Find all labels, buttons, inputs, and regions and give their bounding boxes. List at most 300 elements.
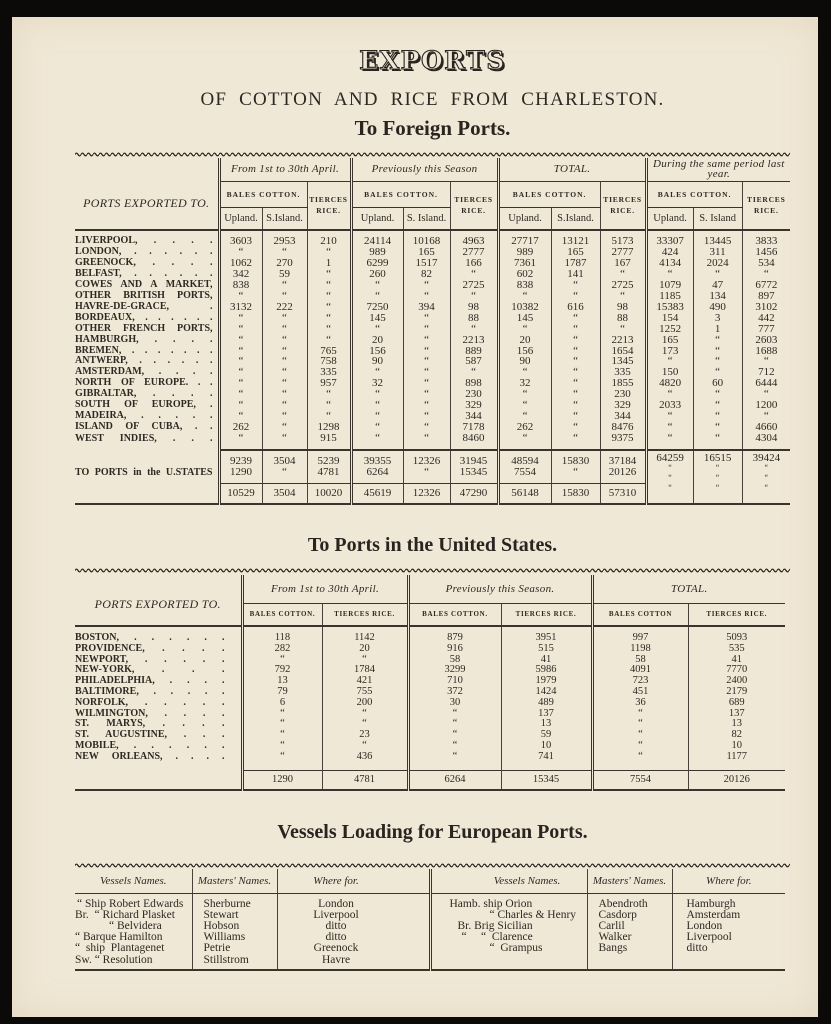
previous-upland-value: 7250	[351, 302, 403, 313]
last-year-upland-value: “	[646, 411, 693, 422]
total-sea-island-value: “	[551, 433, 600, 450]
wavy-rule	[75, 862, 790, 869]
april-bales-cotton-value: 118	[242, 626, 322, 644]
last-year-upland-value: “	[646, 422, 693, 433]
total-tierces-rice-value: 137	[688, 709, 785, 720]
wavy-rule	[75, 567, 790, 574]
last-year-sea-island-value: “	[693, 389, 742, 400]
port-name: GREENOCK, . . . .	[75, 256, 213, 268]
previous-rice-value: 4963	[450, 230, 498, 247]
total-group-header: TOTAL.	[592, 575, 785, 603]
previous-tierces-rice-value: 137	[501, 709, 592, 720]
vessel-row	[75, 932, 785, 943]
total-upland-value: 32	[498, 378, 551, 389]
port-name: LIVERPOOL, . . . .	[75, 235, 213, 246]
port-name: NEW-YORK, . . .	[75, 664, 225, 676]
port-name: HAVRE-DE-GRACE, .	[75, 300, 213, 312]
total-sea-island-value: “	[551, 356, 600, 367]
foreign-port-row	[75, 335, 790, 346]
previous-sea-island-value: “	[403, 291, 450, 302]
last-year-sea-island-value: 311	[693, 247, 742, 258]
foreign-ports-totals	[75, 450, 790, 504]
previous-bales-cotton-value: “	[408, 730, 501, 741]
vessel-names-header: Vessels Names.	[430, 869, 587, 893]
last-year-upland-value: 15383	[646, 302, 693, 313]
total-rice-value: 1855	[600, 378, 646, 389]
subtotal-april-rice-value: 5239	[307, 450, 351, 467]
total-rice-value: 2213	[600, 335, 646, 346]
right-vessel-name: “ Grampus	[430, 943, 587, 954]
last-year-rice-value: 3102	[742, 302, 790, 313]
where-for-header: Where for.	[672, 869, 785, 893]
total-sea-island-value: 13121	[551, 230, 600, 247]
total-sea-island-header: S.Island.	[551, 207, 600, 230]
port-name: BELFAST, . . . . . .	[75, 267, 213, 279]
total-rice-value: 335	[600, 367, 646, 378]
april-bales-cotton-value: “	[242, 752, 322, 770]
total-rice-value: 2725	[600, 280, 646, 291]
april-rice-value: 1298	[307, 422, 351, 433]
previous-season-group-header: Previously this Season.	[408, 575, 592, 603]
last-year-rice-value: 1456	[742, 247, 790, 258]
vessel-rows	[75, 893, 785, 970]
previous-sea-island-value: “	[403, 422, 450, 433]
april-tierces-rice-value: “	[322, 719, 408, 730]
april-rice-value: “	[307, 335, 351, 346]
port-name: WILMINGTON, . . . .	[75, 707, 225, 719]
april-upland-value: “	[219, 335, 262, 346]
total-bales-cotton-value: “	[592, 709, 688, 720]
previous-upland-value: “	[351, 422, 403, 433]
previous-sea-island-value: “	[403, 356, 450, 367]
previous-sea-island-value: 1517	[403, 258, 450, 269]
foreign-ports-heading: To Foreign Ports.	[354, 116, 511, 140]
last-year-sea-island-header: S. Island	[693, 207, 742, 230]
vessels-loading-table	[75, 869, 785, 971]
left-destination: Havre	[277, 955, 430, 970]
total-upland-value: “	[498, 400, 551, 411]
port-name: ISLAND OF CUBA, . .	[75, 421, 213, 433]
total-sea-island-value: 616	[551, 302, 600, 313]
ports-exported-to-header: PORTS EXPORTED TO.	[75, 158, 219, 230]
port-name: WEST INDIES, . . .	[75, 432, 213, 444]
port-name: AMSTERDAM, . . . .	[75, 366, 213, 378]
april-sea-island-value: 59	[262, 269, 307, 280]
april-bales-cotton-header: BALES COTTON.	[219, 181, 307, 207]
last-year-group-header: During the same period last year.	[646, 158, 790, 181]
previous-sea-island-value: “	[403, 400, 450, 411]
left-vessel-name: “ Ship Robert Edwards	[77, 897, 184, 910]
previous-sea-island-value: “	[403, 411, 450, 422]
april-tierces-rice-value: “	[322, 655, 408, 666]
to-us-total-sea-island-value: “	[551, 467, 600, 484]
april-sea-island-value: “	[262, 433, 307, 450]
total-upland-value: “	[498, 291, 551, 302]
last-year-rice-value: 1200	[742, 400, 790, 411]
vessel-row	[75, 955, 785, 970]
page-subtitle: OF COTTON AND RICE FROM CHARLESTON.	[200, 89, 665, 110]
left-master-name: Sherburne	[192, 893, 277, 910]
port-name: ST. AUGUSTINE, . . .	[75, 729, 225, 741]
subtotal-total-upland-value: 48594	[498, 450, 551, 467]
total-upland-value: “	[498, 324, 551, 335]
right-vessel-name: Br. Brig Sicilian	[430, 921, 587, 932]
right-master-name: Abendroth	[587, 893, 672, 910]
april-upland-value: “	[219, 389, 262, 400]
last-year-total-sea-island-value: “	[715, 473, 720, 483]
previous-tierces-rice-value: 10	[501, 741, 592, 752]
april-tierces-rice-header: TIERCES RICE.	[322, 603, 408, 626]
april-rice-value: 915	[307, 433, 351, 450]
april-sea-island-value: “	[262, 367, 307, 378]
previous-tierces-rice-header: TIERCES RICE.	[450, 181, 498, 230]
previous-bales-cotton-value: 916	[408, 644, 501, 655]
previous-upland-value: 32	[351, 378, 403, 389]
left-destination: ditto	[277, 921, 430, 932]
total-rice-value: 5173	[600, 230, 646, 247]
april-upland-value: “	[219, 367, 262, 378]
previous-tierces-rice-value: 41	[501, 655, 592, 666]
subtotal-april-upland-value: 9239	[219, 450, 262, 467]
page-title: EXPORTS	[359, 46, 506, 75]
last-year-sea-island-value: 490	[693, 302, 742, 313]
april-bales-cotton-value: “	[242, 709, 322, 720]
foreign-port-row	[75, 313, 790, 324]
april-upland-header: Upland.	[219, 207, 262, 230]
last-year-total-upland-value: “	[668, 483, 672, 493]
total-bales-cotton-header: BALES COTTON.	[498, 181, 600, 207]
total-bales-cotton-value: 4091	[592, 665, 688, 676]
previous-upland-value: “	[351, 291, 403, 302]
previous-tierces-rice-value: 1979	[501, 676, 592, 687]
to-us-previous-sea-island-value: “	[403, 467, 450, 484]
right-destination: Hamburgh	[672, 893, 785, 910]
total-bales-cotton-value: “	[592, 741, 688, 752]
april-sea-island-value: “	[262, 247, 307, 258]
total-tierces-rice-value: 10	[688, 741, 785, 752]
left-master-name: Williams	[192, 932, 277, 943]
last-year-total-upland-value: “	[668, 473, 672, 483]
last-year-upland-value: “	[646, 269, 693, 280]
total-tierces-rice-value: 535	[688, 644, 785, 655]
masters-names-header: Masters' Names.	[192, 869, 277, 893]
right-vessel-name: “ Charles & Henry	[430, 910, 587, 921]
previous-tierces-rice-value: 59	[501, 730, 592, 741]
april-tierces-rice-header: TIERCES RICE.	[307, 181, 351, 230]
last-year-sea-island-value: 3	[693, 313, 742, 324]
ports-exported-to-header: PORTS EXPORTED TO.	[75, 575, 242, 626]
april-tierces-rice-value: 421	[322, 676, 408, 687]
previous-bales-cotton-value: “	[408, 709, 501, 720]
total-tierces-rice-value: 5093	[688, 626, 785, 644]
total-previous-tierces-rice-value: 15345	[501, 770, 592, 790]
april-upland-value: “	[219, 400, 262, 411]
previous-upland-value: “	[351, 324, 403, 335]
total-tierces-rice-header: TIERCES RICE.	[688, 603, 785, 626]
total-tierces-rice-value: 13	[688, 719, 785, 730]
grand-total-total-upland-value: 56148	[498, 484, 551, 505]
port-name: SOUTH OF EUROPE, .	[75, 399, 213, 411]
april-rice-value: “	[307, 313, 351, 324]
right-destination: Liverpool	[672, 932, 785, 943]
total-tierces-rice-value: 2179	[688, 687, 785, 698]
total-sea-island-value: “	[551, 291, 600, 302]
april-sea-island-value: “	[262, 291, 307, 302]
port-name: COWES AND A MARKET,	[75, 278, 213, 290]
previous-upland-value: “	[351, 280, 403, 291]
last-year-upland-value: 4134	[646, 258, 693, 269]
april-bales-cotton-header: BALES COTTON.	[242, 603, 322, 626]
port-name: NEW ORLEANS, . . . .	[75, 751, 225, 763]
april-bales-cotton-value: “	[242, 719, 322, 730]
last-year-sea-island-value: 13445	[693, 230, 742, 247]
last-year-rice-value: 897	[742, 291, 790, 302]
total-bales-cotton-value: 997	[592, 626, 688, 644]
subtotal-april-sea-island-value: 3504	[262, 450, 307, 467]
total-bales-cotton-value: 451	[592, 687, 688, 698]
total-april-bales-cotton-value: 1290	[242, 770, 322, 790]
port-name: BORDEAUX, . . . . . .	[75, 311, 213, 323]
vessel-row	[75, 921, 785, 932]
foreign-port-row	[75, 433, 790, 450]
right-master-name: Bangs	[587, 943, 672, 954]
last-year-sea-island-value: “	[693, 422, 742, 433]
april-upland-value: “	[219, 356, 262, 367]
previous-sea-island-value: 82	[403, 269, 450, 280]
last-year-tierces-rice-header: TIERCES RICE.	[742, 181, 790, 230]
blank-cell	[587, 955, 672, 970]
total-rice-value: “	[600, 269, 646, 280]
last-year-rice-value: 4660	[742, 422, 790, 433]
april-tierces-rice-value: 23	[322, 730, 408, 741]
left-master-name: Stillstrom	[192, 955, 277, 970]
april-upland-value: “	[219, 324, 262, 335]
blank-label-cell	[75, 770, 242, 790]
to-us-total-rice-value: 20126	[600, 467, 646, 484]
last-year-upland-value: 1185	[646, 291, 693, 302]
april-bales-cotton-value: “	[242, 741, 322, 752]
previous-bales-cotton-value: 30	[408, 698, 501, 709]
april-upland-value: 342	[219, 269, 262, 280]
total-bales-cotton-value: “	[592, 719, 688, 730]
april-rice-value: “	[307, 400, 351, 411]
us-ports-heading: To Ports in the United States.	[307, 534, 558, 556]
port-name: GIBRALTAR, . . . .	[75, 388, 213, 400]
last-year-sea-island-value: “	[693, 335, 742, 346]
previous-bales-cotton-value: “	[408, 741, 501, 752]
total-sea-island-value: “	[551, 400, 600, 411]
last-year-upland-value: 2033	[646, 400, 693, 411]
last-year-upland-value: “	[646, 389, 693, 400]
total-upland-value: 262	[498, 422, 551, 433]
last-year-sea-island-value: “	[693, 356, 742, 367]
total-april-tierces-rice-value: 4781	[322, 770, 408, 790]
grand-total-previous-rice-value: 47290	[450, 484, 498, 505]
blank-cell	[430, 955, 587, 970]
previous-sea-island-value: “	[403, 378, 450, 389]
april-upland-value: 1062	[219, 258, 262, 269]
total-rice-value: 98	[600, 302, 646, 313]
total-sea-island-value: 141	[551, 269, 600, 280]
april-upland-value: 3603	[219, 230, 262, 247]
last-year-totals-sea-island-cell	[693, 450, 742, 504]
total-upland-value: “	[498, 367, 551, 378]
previous-rice-value: “	[450, 269, 498, 280]
where-for-header: Where for.	[277, 869, 430, 893]
previous-bales-cotton-value: 58	[408, 655, 501, 666]
foreign-port-row	[75, 324, 790, 335]
total-rice-value: “	[600, 324, 646, 335]
last-year-sea-island-value: 1	[693, 324, 742, 335]
subtotal-total-sea-island-value: 15830	[551, 450, 600, 467]
last-year-rice-value: “	[742, 356, 790, 367]
april-rice-value: “	[307, 389, 351, 400]
total-rice-value: 167	[600, 258, 646, 269]
previous-upland-value: 156	[351, 346, 403, 357]
total-rice-value: 8476	[600, 422, 646, 433]
previous-upland-value: “	[351, 400, 403, 411]
previous-upland-value: 260	[351, 269, 403, 280]
april-upland-value: “	[219, 433, 262, 450]
vessels-heading: Vessels Loading for European Ports.	[277, 821, 588, 843]
previous-sea-island-value: 165	[403, 247, 450, 258]
last-year-sea-island-value: “	[693, 400, 742, 411]
port-name: BALTIMORE, . . . . .	[75, 685, 225, 697]
total-tierces-rice-value: 7770	[688, 665, 785, 676]
last-year-totals-rice-cell	[742, 450, 790, 504]
last-year-sea-island-value: “	[693, 346, 742, 357]
april-tierces-rice-value: 1784	[322, 665, 408, 676]
previous-rice-value: 889	[450, 346, 498, 357]
foreign-ports-rows	[75, 230, 790, 450]
total-upland-value: 602	[498, 269, 551, 280]
previous-rice-value: 7178	[450, 422, 498, 433]
previous-rice-value: 8460	[450, 433, 498, 450]
april-sea-island-value: “	[262, 324, 307, 335]
last-year-sea-island-value: 134	[693, 291, 742, 302]
april-rice-value: 758	[307, 356, 351, 367]
total-tierces-rice-value: 689	[688, 698, 785, 709]
total-upland-value: “	[498, 411, 551, 422]
april-sea-island-value: 222	[262, 302, 307, 313]
april-sea-island-value: “	[262, 313, 307, 324]
last-year-upland-value: 1079	[646, 280, 693, 291]
us-total-row	[75, 770, 785, 790]
april-tierces-rice-value: 755	[322, 687, 408, 698]
previous-rice-value: 98	[450, 302, 498, 313]
port-name: ST. MARYS, . . . .	[75, 718, 225, 730]
total-upland-value: 90	[498, 356, 551, 367]
vessel-row	[75, 910, 785, 921]
right-master-name: Walker	[587, 932, 672, 943]
april-tierces-rice-value: 436	[322, 752, 408, 770]
right-vessel-name: Hamb. ship Orion	[430, 893, 587, 910]
grand-total-total-sea-island-value: 15830	[551, 484, 600, 505]
total-total-bales-cotton-value: 7554	[592, 770, 688, 790]
foreign-subtotal-row	[75, 450, 790, 467]
april-bales-cotton-value: 792	[242, 665, 322, 676]
total-upland-value: 27717	[498, 230, 551, 247]
last-year-upland-value: 154	[646, 313, 693, 324]
total-bales-cotton-value: 1198	[592, 644, 688, 655]
total-sea-island-value: “	[551, 367, 600, 378]
blank-label-cell	[75, 484, 219, 505]
port-name: PHILADELPHIA, . . . .	[75, 675, 225, 687]
april-sea-island-value: 2953	[262, 230, 307, 247]
april-sea-island-value: “	[262, 378, 307, 389]
port-name: NORFOLK, . . . . .	[75, 696, 225, 708]
previous-rice-value: “	[450, 291, 498, 302]
april-upland-value: “	[219, 291, 262, 302]
to-us-total-upland-value: 7554	[498, 467, 551, 484]
total-sea-island-value: “	[551, 389, 600, 400]
april-sea-island-header: S.Island.	[262, 207, 307, 230]
last-year-rice-value: 534	[742, 258, 790, 269]
previous-rice-value: 2725	[450, 280, 498, 291]
us-port-row	[75, 644, 785, 655]
april-rice-value: 335	[307, 367, 351, 378]
last-year-total-rice-value: 39424	[752, 452, 781, 465]
right-vessel-name: “ “ Clarence	[430, 932, 587, 943]
us-port-row	[75, 698, 785, 709]
previous-tierces-rice-value: 13	[501, 719, 592, 730]
april-group-header: From 1st to 30th April.	[242, 575, 408, 603]
last-year-rice-value: “	[742, 411, 790, 422]
left-destination: Greenock	[277, 943, 430, 954]
total-upland-value: 156	[498, 346, 551, 357]
port-name: HAMBURGH, . . . .	[75, 333, 213, 345]
subtotal-previous-rice-value: 31945	[450, 450, 498, 467]
previous-bales-cotton-value: 710	[408, 676, 501, 687]
vessel-row	[75, 893, 785, 910]
total-sea-island-value: “	[551, 411, 600, 422]
total-rice-value: 230	[600, 389, 646, 400]
total-rice-value: 344	[600, 411, 646, 422]
april-upland-value: “	[219, 378, 262, 389]
port-name: NEWPORT, . . . . .	[75, 653, 225, 665]
april-rice-value: 765	[307, 346, 351, 357]
april-bales-cotton-value: 282	[242, 644, 322, 655]
last-year-bales-cotton-header: BALES COTTON.	[646, 181, 742, 207]
total-sea-island-value: “	[551, 335, 600, 346]
to-us-april-upland-value: 1290	[219, 467, 262, 484]
april-sea-island-value: “	[262, 389, 307, 400]
last-year-sea-island-value: “	[693, 269, 742, 280]
total-tierces-rice-header: TIERCES RICE.	[600, 181, 646, 230]
april-rice-value: “	[307, 269, 351, 280]
port-name: MADEIRA, . . . . .	[75, 410, 213, 422]
last-year-rice-value: 1688	[742, 346, 790, 357]
us-ports-table	[75, 575, 785, 791]
last-year-upland-value: 1252	[646, 324, 693, 335]
total-tierces-rice-value: 41	[688, 655, 785, 666]
port-name: ANTWERP, . . . . . .	[75, 355, 213, 367]
total-sea-island-value: “	[551, 422, 600, 433]
previous-sea-island-value: “	[403, 389, 450, 400]
last-year-upland-value: “	[646, 356, 693, 367]
previous-season-group-header: Previously this Season	[351, 158, 498, 181]
left-master-name: Hobson	[192, 921, 277, 932]
total-previous-bales-cotton-value: 6264	[408, 770, 501, 790]
april-rice-value: 1	[307, 258, 351, 269]
total-upland-value: 7361	[498, 258, 551, 269]
total-upland-header: Upland.	[498, 207, 551, 230]
last-year-rice-value: 442	[742, 313, 790, 324]
april-rice-value: “	[307, 411, 351, 422]
previous-sea-island-value: 10168	[403, 230, 450, 247]
port-name: OTHER FRENCH PORTS,	[75, 322, 213, 334]
total-rice-value: 88	[600, 313, 646, 324]
